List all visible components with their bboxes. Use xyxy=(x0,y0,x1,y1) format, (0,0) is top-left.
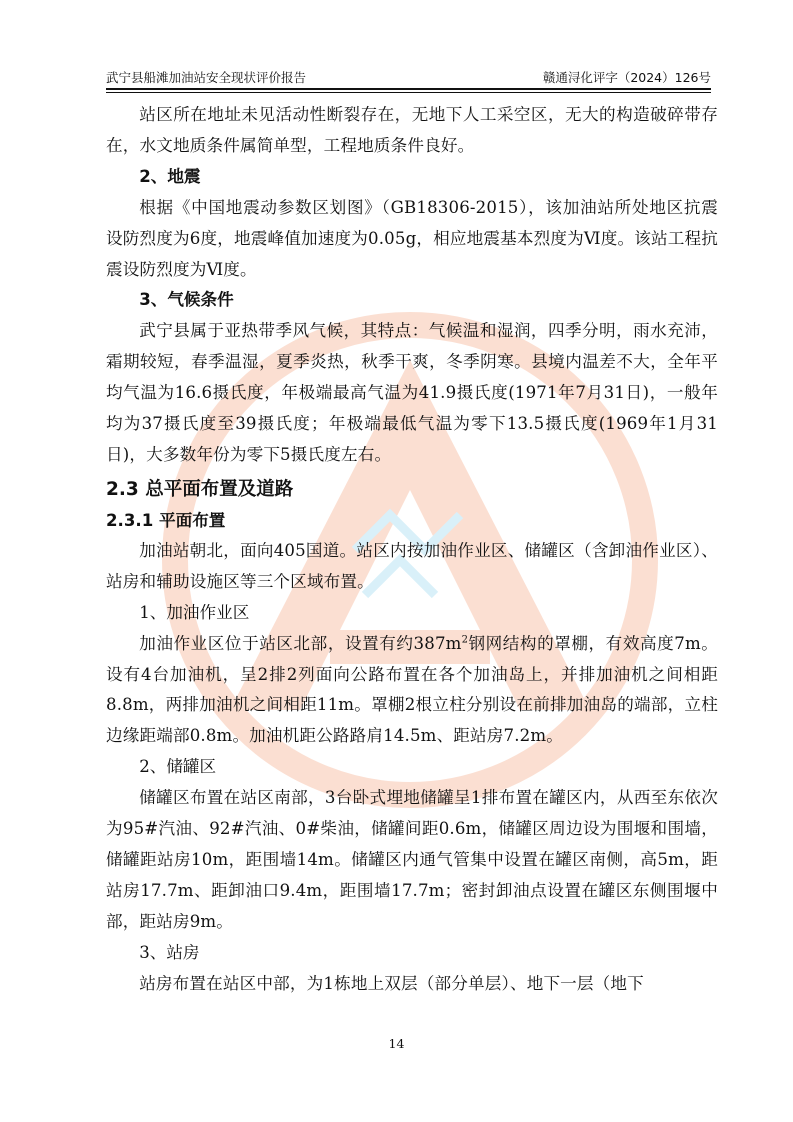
paragraph-earthquake: 根据《中国地震动参数区划图》（GB18306-2015），该加油站所处地区抗震设防烈度为6度，地震峰值加速度为0.05g，相应地震基本烈度为Ⅵ度。该站工程抗震设防烈度为Ⅵ度。 xyxy=(106,197,718,279)
page-header xyxy=(106,68,711,86)
paragraph-geology: 站区所在地址未见活动性断裂存在，无地下人工采空区，无大的构造破碎带存在，水文地质条件属简单型，工程地质条件良好。 xyxy=(106,105,718,155)
subheading-station-house: 3、站房 xyxy=(139,942,200,962)
header-rule-thin xyxy=(106,92,711,93)
header-report-number: 赣通浔化评字（2024）126号 xyxy=(542,70,711,85)
paragraph-climate: 武宁县属于亚热带季风气候，其特点：气候温和湿润，四季分明，雨水充沛，霜期较短，春季温湿，夏季炎热，秋季干爽，冬季阴寒。县境内温差不大，全年平均气温为16.6摄氏度，年极端最高气温为41.9摄氏度(1971年7月31日)，一般年均为37摄氏度至39摄氏度；年极端最低气温为零下13.5摄氏度(1969年1月31日)，大多数年份为零下5摄氏度左右。 xyxy=(106,321,718,464)
header-rule-thick xyxy=(106,88,711,90)
heading-earthquake: 2、地震 xyxy=(139,166,201,186)
section-heading-2-3-1: 2.3.1 平面布置 xyxy=(106,510,226,530)
fueling-text-a: 加油作业区位于站区北部，设置有约387m xyxy=(139,633,462,653)
paragraph-layout-overview: 加油站朝北，面向405国道。站区内按加油作业区、储罐区（含卸油作业区）、站房和辅助设施区等三个区域布置。 xyxy=(106,540,718,591)
page-body xyxy=(106,100,718,999)
header-report-title: 武宁县船滩加油站安全现状评价报告 xyxy=(106,70,307,85)
paragraph-station-house: 站房布置在站区中部，为1栋地上双层（部分单层）、地下一层（地下 xyxy=(139,973,644,993)
paragraph-tank-area: 储罐区布置在站区南部，3台卧式埋地储罐呈1排布置在罐区内，从西至东依次为95#汽油、92#汽油、0#柴油，储罐间距0.6m，储罐区周边设为围堰和围墙，储罐距站房10m，距围墙14m。储罐区内通气管集中设置在罐区南侧，高5m，距站房17.7m、距卸油口9.4m，距围墙17.7m；密封卸油点设置在罐区东侧围堰中部，距站房9m。 xyxy=(106,788,718,931)
subheading-tank-area: 2、储罐区 xyxy=(139,757,217,777)
fueling-text-b: 钢网结构的罩棚，有效高度7m。设有4台加油机，呈2排2列面向公路布置在各个加油岛上，并排加油机之间相距8.8m，两排加油机之间相距11m。罩棚2根立柱分别设在前排加油岛的端部，立柱边缘距端部0.8m。加油机距公路路肩14.5m、距站房7.2m。 xyxy=(106,633,718,746)
section-heading-2-3: 2.3 总平面布置及道路 xyxy=(106,478,294,500)
paragraph-fueling-area xyxy=(106,629,718,753)
fueling-superscript: 2 xyxy=(461,634,469,646)
subheading-fueling-area: 1、加油作业区 xyxy=(139,602,250,622)
page-number: 14 xyxy=(388,1036,405,1051)
heading-climate: 3、气候条件 xyxy=(139,290,234,310)
